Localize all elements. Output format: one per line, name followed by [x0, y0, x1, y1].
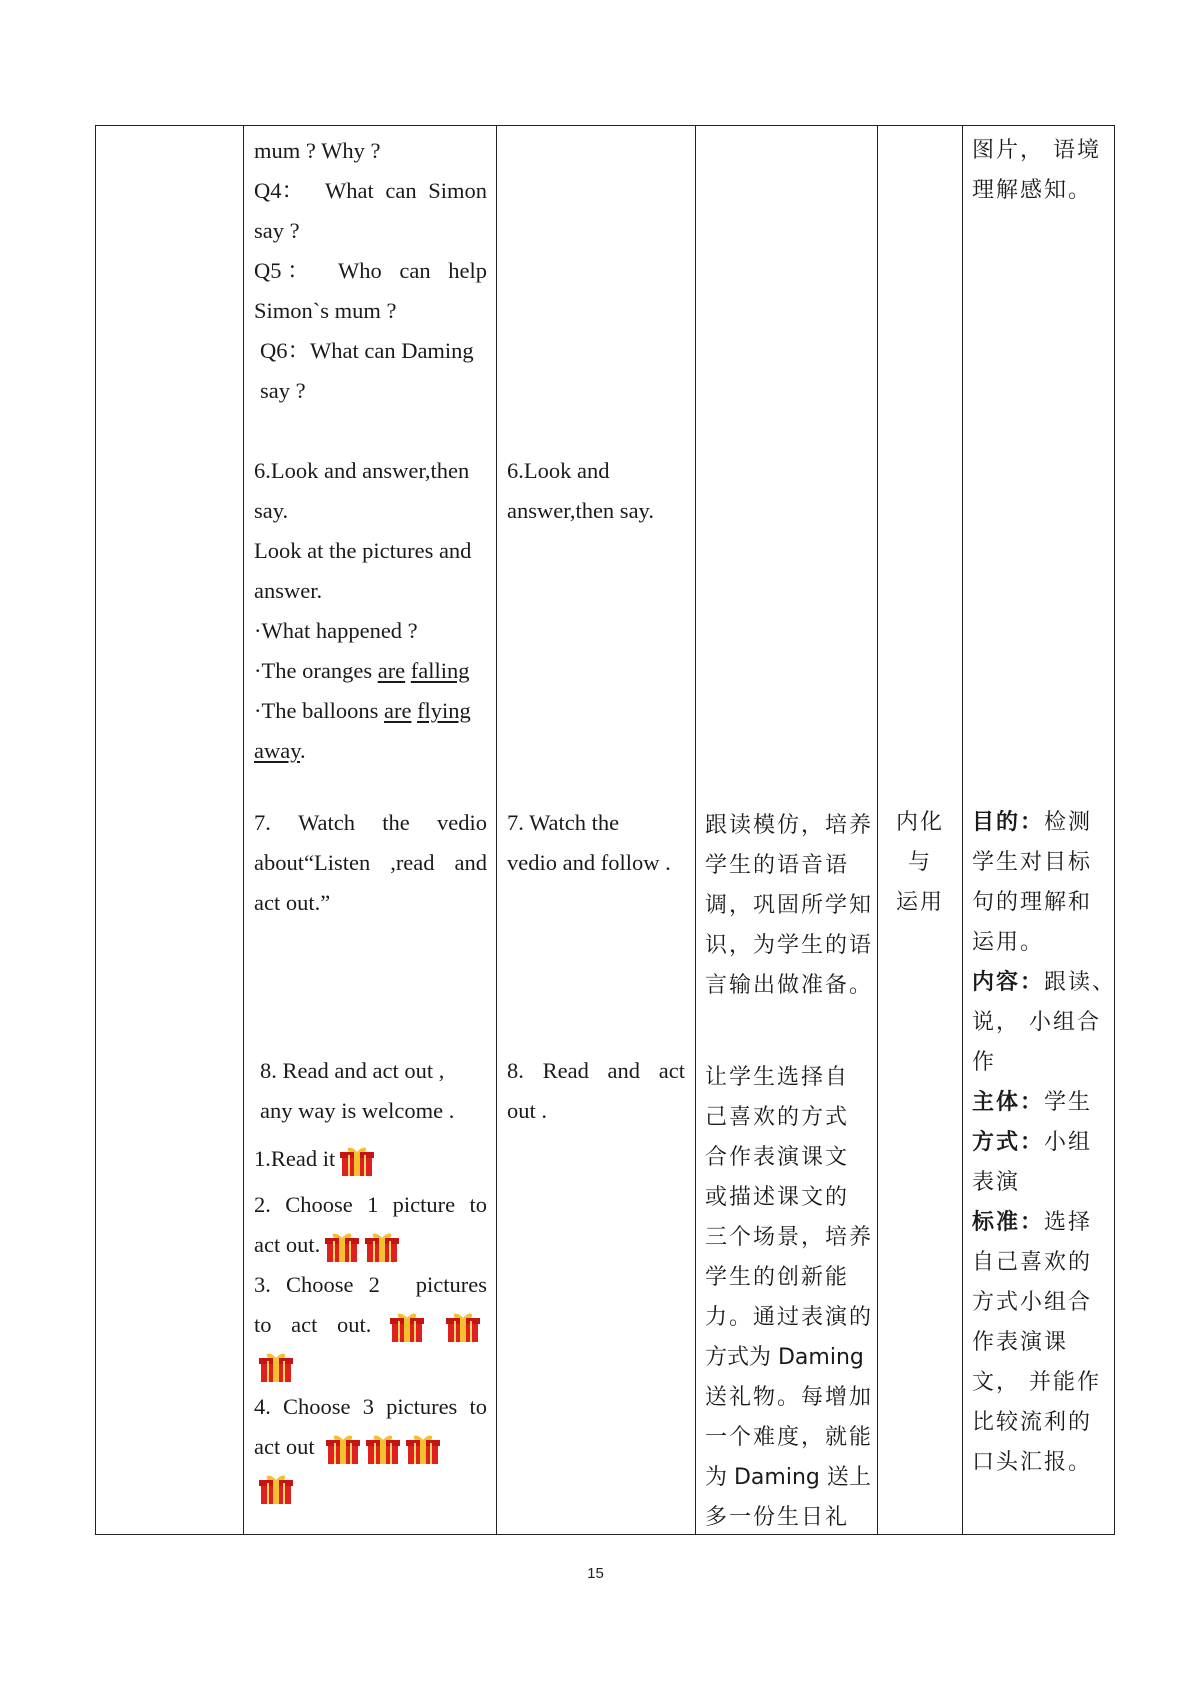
intent-line: 识，为学生的语 [705, 933, 874, 958]
intent-line: 让学生选择自 [705, 1065, 850, 1090]
stage-line: 与 [907, 850, 932, 875]
assessment-text: 选择 [1044, 1210, 1093, 1235]
student-step6-line2: answer,then say. [507, 498, 654, 523]
option-read-it [254, 1139, 487, 1179]
column-divider [496, 126, 497, 1534]
assessment-line: 作 [972, 1050, 997, 1075]
q6-cont: say ? [260, 378, 306, 403]
gift-icon [339, 1145, 375, 1177]
subject-label: 主体： [972, 1090, 1045, 1115]
student-step6-line1: 6.Look and [507, 458, 610, 483]
assessment-line: 图片， 语境 [972, 138, 1101, 163]
step6-instruction-cont: answer. [254, 578, 323, 603]
column-divider [243, 126, 244, 1534]
assessment-line: 运用。 [972, 930, 1045, 955]
option-label: to act out. [254, 1312, 372, 1337]
student-step7-line2: vedio and follow . [507, 850, 671, 875]
step6-answer-oranges [254, 651, 487, 691]
page-number: 15 [587, 1565, 604, 1582]
step7-cell [254, 803, 487, 923]
purpose-row [972, 803, 1110, 843]
q4-text: What can Simon [325, 178, 487, 203]
content-label: 内容： [972, 970, 1045, 995]
q5-cont: Simon`s mum ? [254, 298, 397, 323]
stage-line: 运用 [895, 890, 944, 915]
underlined-word: falling [410, 658, 470, 683]
assessment-line: 自己喜欢的 [972, 1250, 1093, 1275]
intent-line: 跟读模仿，培养 [705, 813, 874, 838]
gift-icon [405, 1433, 441, 1465]
assessment-line: 说， 小组合 [972, 1010, 1101, 1035]
option-choose-2-gift-row [254, 1345, 487, 1385]
gift-icon [389, 1311, 425, 1343]
assessment-text: 小组 [1044, 1130, 1093, 1155]
option-choose-1: 2. Choose 1 picture to [254, 1192, 487, 1217]
step8-cell [254, 1051, 487, 1507]
intent-line: 为 Daming 送上 [705, 1465, 871, 1490]
assessment-line: 句的理解和 [972, 890, 1093, 915]
student-step8-line2: out . [507, 1098, 548, 1123]
intent-line: 合作表演课文 [705, 1145, 850, 1170]
intent-line: 学生的创新能 [705, 1265, 850, 1290]
stage-cell [878, 803, 962, 923]
gift-icon [445, 1311, 481, 1343]
option-label: act out. [254, 1232, 321, 1257]
purpose-label: 目的： [972, 810, 1045, 835]
intent-line: 三个场景，培养 [705, 1225, 874, 1250]
assessment-line: 理解感知。 [972, 178, 1093, 203]
option-label: act out [254, 1434, 315, 1459]
assessment-line: 学生对目标 [972, 850, 1093, 875]
step8-title-cont: any way is welcome . [260, 1098, 455, 1123]
answer-text: ·The oranges [254, 658, 378, 683]
option-choose-3-gift-row [254, 1467, 487, 1507]
student-step8-line1: 8. Read and act [507, 1058, 685, 1083]
q3-end: mum ? Why ? [254, 138, 381, 163]
intent-cell-1 [705, 806, 874, 1006]
period: . [300, 738, 306, 763]
intent-cell-2 [705, 1058, 874, 1538]
assessment-text: 检测 [1044, 810, 1093, 835]
q4-number: Q4： [254, 178, 304, 203]
column-divider [695, 126, 696, 1534]
assessment-line: 比较流利的 [972, 1410, 1093, 1435]
q5-text: Who can help [338, 258, 487, 283]
q6-line: Q6：What can Daming [260, 338, 474, 363]
gift-icon [324, 1231, 360, 1263]
content-row [972, 963, 1117, 1003]
intent-line: 多一份生日礼 [705, 1505, 850, 1530]
gift-icon [325, 1433, 361, 1465]
intent-line: 力。通过表演的 [705, 1305, 874, 1330]
q5-line [254, 251, 487, 291]
q5-number: Q5 ： [254, 258, 310, 283]
gift-icon [258, 1473, 294, 1505]
assessment-cell [972, 803, 1117, 1483]
step7-line2: about“Listen ,read and [254, 850, 487, 875]
assessment-cell-top [972, 131, 1110, 211]
option-choose-2: 3. Choose 2 pictures [254, 1272, 487, 1297]
lesson-plan-table [95, 125, 1115, 1535]
intent-line: 学生的语音语 [705, 853, 850, 878]
underlined-word: are [377, 658, 406, 683]
assessment-line: 口头汇报。 [972, 1450, 1093, 1475]
student-step6-cell [507, 451, 687, 531]
gift-icon [365, 1433, 401, 1465]
standard-label: 标准： [972, 1210, 1045, 1235]
subject-row [972, 1083, 1110, 1123]
option-choose-2-cont [254, 1305, 487, 1345]
stage-line: 内化 [895, 810, 944, 835]
intent-line: 言输出做准备。 [705, 973, 874, 998]
method-label: 方式： [972, 1130, 1045, 1155]
underlined-word: are [383, 698, 412, 723]
step6-title: 6.Look and answer,then [254, 458, 470, 483]
gift-icon [258, 1351, 294, 1383]
option-choose-1-cont [254, 1225, 487, 1265]
step7-line1: 7. Watch the vedio [254, 810, 487, 835]
intent-line: 或描述课文的 [705, 1185, 850, 1210]
q4-line [254, 171, 487, 211]
assessment-line: 表演 [972, 1170, 1021, 1195]
column-divider [962, 126, 963, 1534]
underlined-word: flying [417, 698, 471, 723]
step6-cell [254, 451, 487, 771]
step8-title: 8. Read and act out , [260, 1058, 445, 1083]
teacher-activity-cell-top [254, 131, 487, 411]
assessment-line: 作表演课 [972, 1330, 1069, 1355]
step6-answer-balloons [254, 691, 487, 731]
assessment-line: 方式小组合 [972, 1290, 1093, 1315]
assessment-line: 文， 并能作 [972, 1370, 1101, 1395]
step6-answer-balloons-cont [254, 731, 487, 771]
answer-text: ·The balloons [254, 698, 384, 723]
intent-line: 己喜欢的方式 [705, 1105, 850, 1130]
intent-line: 一个难度，就能 [705, 1425, 874, 1450]
student-step8-cell [507, 1051, 685, 1131]
option-choose-3-cont [254, 1427, 487, 1467]
intent-line: 方式为 Daming [705, 1345, 864, 1370]
option-label: 1.Read it [254, 1146, 336, 1171]
step6-instruction: Look at the pictures and [254, 538, 472, 563]
assessment-text: 学生 [1044, 1090, 1093, 1115]
student-step7-line1: 7. Watch the [507, 810, 620, 835]
assessment-text: 跟读、 [1044, 970, 1117, 995]
student-step7-cell [507, 803, 687, 883]
option-choose-3: 4. Choose 3 pictures to [254, 1394, 487, 1419]
step6-question: ·What happened ? [254, 618, 418, 643]
standard-row [972, 1203, 1110, 1243]
step7-line3: act out.” [254, 890, 331, 915]
underlined-word: away [254, 738, 301, 763]
intent-line: 调，巩固所学知 [705, 893, 874, 918]
step6-title-cont: say. [254, 498, 289, 523]
method-row [972, 1123, 1110, 1163]
intent-line: 送礼物。每增加 [705, 1385, 874, 1410]
gift-icon [364, 1231, 400, 1263]
q4-cont: say ? [254, 218, 300, 243]
